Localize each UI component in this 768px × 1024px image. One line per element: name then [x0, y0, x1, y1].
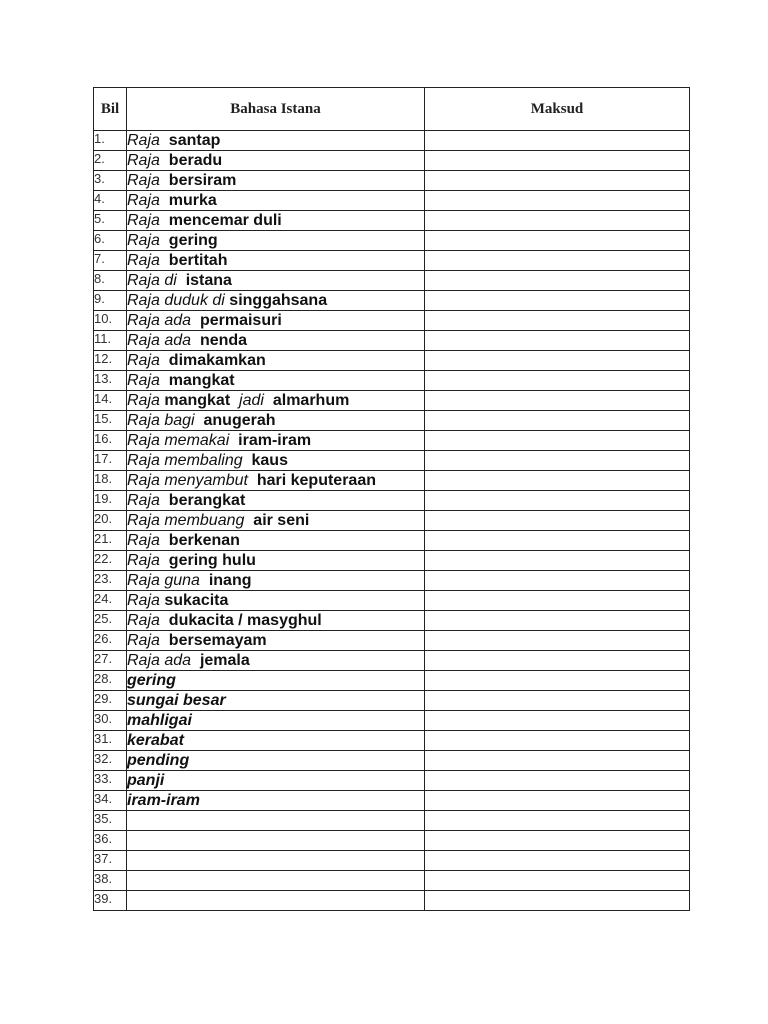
phrase-italic-part: Raja membaling [127, 452, 248, 469]
row-number: 27. [94, 651, 127, 671]
phrase-bold-part: panji [127, 772, 165, 789]
bahasa-istana-cell [127, 751, 425, 771]
phrase-bold-part: berangkat [164, 492, 246, 509]
row-number: 30. [94, 711, 127, 731]
phrase-bold-part: mangkat [164, 372, 235, 389]
maksud-answer-cell[interactable] [425, 411, 690, 431]
table-row [94, 691, 690, 711]
table-row [94, 731, 690, 751]
bahasa-istana-cell [127, 651, 425, 671]
bahasa-istana-cell [127, 671, 425, 691]
table-row [94, 171, 690, 191]
row-number: 29. [94, 691, 127, 711]
maksud-answer-cell[interactable] [425, 831, 690, 851]
table-row [94, 491, 690, 511]
phrase-italic-part: Raja [127, 632, 165, 649]
bahasa-istana-cell [127, 271, 425, 291]
phrase-bold-part: hari keputeraan [252, 472, 376, 489]
maksud-answer-cell[interactable] [425, 871, 690, 891]
maksud-answer-cell[interactable] [425, 671, 690, 691]
maksud-answer-cell[interactable] [425, 731, 690, 751]
maksud-answer-cell[interactable] [425, 691, 690, 711]
table-row [94, 891, 690, 911]
table-row [94, 211, 690, 231]
maksud-answer-cell[interactable] [425, 631, 690, 651]
phrase-italic-part: Raja [127, 372, 165, 389]
phrase-bold-part: santap [164, 132, 221, 149]
bahasa-istana-cell [127, 291, 425, 311]
phrase-bold-part: kerabat [127, 732, 184, 749]
table-row [94, 631, 690, 651]
row-number: 6. [94, 231, 127, 251]
maksud-answer-cell[interactable] [425, 251, 690, 271]
maksud-answer-cell[interactable] [425, 511, 690, 531]
phrase-bold-part: dimakamkan [164, 352, 266, 369]
bahasa-istana-cell [127, 311, 425, 331]
row-number: 21. [94, 531, 127, 551]
phrase-italic-part: Raja memakai [127, 432, 234, 449]
maksud-answer-cell[interactable] [425, 751, 690, 771]
table-row [94, 371, 690, 391]
bahasa-istana-cell [127, 771, 425, 791]
phrase-bold-part: berkenan [164, 532, 240, 549]
header-row [94, 88, 690, 131]
maksud-answer-cell[interactable] [425, 151, 690, 171]
maksud-answer-cell[interactable] [425, 451, 690, 471]
row-number: 2. [94, 151, 127, 171]
phrase-bold-part: sungai besar [127, 692, 226, 709]
maksud-answer-cell[interactable] [425, 191, 690, 211]
table-row [94, 231, 690, 251]
maksud-answer-cell[interactable] [425, 271, 690, 291]
maksud-answer-cell[interactable] [425, 551, 690, 571]
phrase-italic-part: Raja [127, 552, 165, 569]
bahasa-istana-cell [127, 391, 425, 411]
bahasa-istana-cell [127, 351, 425, 371]
phrase-italic-part: Raja [127, 532, 165, 549]
bahasa-istana-cell [127, 531, 425, 551]
maksud-answer-cell[interactable] [425, 471, 690, 491]
row-number: 38. [94, 871, 127, 891]
phrase-italic-part: Raja membuang [127, 512, 249, 529]
bahasa-istana-cell [127, 871, 425, 891]
table-row [94, 651, 690, 671]
row-number: 22. [94, 551, 127, 571]
bahasa-istana-cell [127, 791, 425, 811]
table-row [94, 431, 690, 451]
bahasa-istana-cell [127, 191, 425, 211]
phrase-italic-part: Raja [127, 192, 165, 209]
row-number: 12. [94, 351, 127, 371]
row-number: 10. [94, 311, 127, 331]
phrase-italic-part: Raja [127, 392, 165, 409]
bahasa-istana-cell [127, 211, 425, 231]
row-number: 39. [94, 891, 127, 911]
bahasa-istana-cell [127, 851, 425, 871]
phrase-bold-part: mahligai [127, 712, 192, 729]
bahasa-istana-cell [127, 451, 425, 471]
maksud-answer-cell[interactable] [425, 571, 690, 591]
table-row [94, 551, 690, 571]
phrase-italic-part: Raja [127, 172, 165, 189]
table-row [94, 611, 690, 631]
table-row [94, 331, 690, 351]
phrase-bold-part: mangkat [164, 392, 235, 409]
table-row [94, 191, 690, 211]
phrase-bold-part: bersemayam [164, 632, 267, 649]
maksud-answer-cell[interactable] [425, 291, 690, 311]
maksud-answer-cell[interactable] [425, 891, 690, 911]
bahasa-istana-cell [127, 891, 425, 911]
bahasa-istana-cell [127, 231, 425, 251]
phrase-bold-part: gering [127, 672, 176, 689]
row-number: 26. [94, 631, 127, 651]
maksud-answer-cell[interactable] [425, 211, 690, 231]
table-row [94, 311, 690, 331]
maksud-answer-cell[interactable] [425, 611, 690, 631]
table-row [94, 871, 690, 891]
row-number: 17. [94, 451, 127, 471]
header-bahasa-istana: Bahasa Istana [127, 88, 425, 131]
bahasa-istana-cell [127, 411, 425, 431]
row-number: 14. [94, 391, 127, 411]
bahasa-istana-cell [127, 611, 425, 631]
table-row [94, 451, 690, 471]
maksud-answer-cell[interactable] [425, 171, 690, 191]
phrase-bold-part: dukacita / masyghul [164, 612, 322, 629]
row-number: 13. [94, 371, 127, 391]
row-number: 24. [94, 591, 127, 611]
table-row [94, 791, 690, 811]
bahasa-istana-cell [127, 251, 425, 271]
table-header [94, 88, 690, 131]
table-row [94, 511, 690, 531]
bahasa-istana-cell [127, 511, 425, 531]
maksud-answer-cell[interactable] [425, 591, 690, 611]
row-number: 16. [94, 431, 127, 451]
maksud-answer-cell[interactable] [425, 131, 690, 151]
row-number: 8. [94, 271, 127, 291]
table-row [94, 151, 690, 171]
maksud-answer-cell[interactable] [425, 711, 690, 731]
phrase-bold-part: murka [164, 192, 217, 209]
phrase-italic-part: Raja [127, 132, 165, 149]
row-number: 1. [94, 131, 127, 151]
table-row [94, 251, 690, 271]
phrase-italic-part: Raja [127, 232, 165, 249]
phrase-italic-part: Raja menyambut [127, 472, 253, 489]
phrase-bold-part: beradu [164, 152, 223, 169]
phrase-bold-part: nenda [195, 332, 248, 349]
table-body [94, 131, 690, 911]
table-row [94, 351, 690, 371]
phrase-bold-part: gering hulu [164, 552, 256, 569]
table-row [94, 571, 690, 591]
phrase-bold-part: sukacita [164, 592, 229, 609]
row-number: 3. [94, 171, 127, 191]
phrase-bold-part: bersiram [164, 172, 237, 189]
phrase-bold-part: mencemar duli [164, 212, 282, 229]
table-row [94, 131, 690, 151]
row-number: 34. [94, 791, 127, 811]
phrase-bold-part: bertitah [164, 252, 228, 269]
bahasa-istana-cell [127, 811, 425, 831]
bahasa-istana-cell [127, 631, 425, 651]
bahasa-istana-cell [127, 711, 425, 731]
maksud-answer-cell[interactable] [425, 391, 690, 411]
maksud-answer-cell[interactable] [425, 371, 690, 391]
bahasa-istana-cell [127, 151, 425, 171]
maksud-answer-cell[interactable] [425, 771, 690, 791]
bahasa-istana-cell [127, 491, 425, 511]
phrase-italic-part: Raja bagi [127, 412, 200, 429]
row-number: 23. [94, 571, 127, 591]
phrase-italic-part: Raja [127, 592, 165, 609]
row-number: 36. [94, 831, 127, 851]
phrase-bold-part: air seni [248, 512, 310, 529]
maksud-answer-cell[interactable] [425, 231, 690, 251]
table-row [94, 411, 690, 431]
row-number: 11. [94, 331, 127, 351]
table-row [94, 711, 690, 731]
table-row [94, 831, 690, 851]
bahasa-istana-cell [127, 691, 425, 711]
table-row [94, 391, 690, 411]
table-row [94, 591, 690, 611]
maksud-answer-cell[interactable] [425, 811, 690, 831]
maksud-answer-cell[interactable] [425, 851, 690, 871]
bahasa-istana-cell [127, 131, 425, 151]
bahasa-istana-cell [127, 171, 425, 191]
table-row [94, 671, 690, 691]
bahasa-istana-cell [127, 571, 425, 591]
phrase-bold-part: iram-iram [127, 792, 200, 809]
maksud-answer-cell[interactable] [425, 791, 690, 811]
bahasa-istana-cell [127, 551, 425, 571]
table-row [94, 751, 690, 771]
phrase-italic-part: Raja [127, 212, 165, 229]
phrase-italic-part: Raja [127, 352, 165, 369]
bahasa-istana-cell [127, 331, 425, 351]
phrase-italic-part: Raja ada [127, 652, 196, 669]
bahasa-istana-cell [127, 831, 425, 851]
bahasa-istana-cell [127, 371, 425, 391]
phrase-italic-part: Raja di [127, 272, 182, 289]
row-number: 20. [94, 511, 127, 531]
row-number: 28. [94, 671, 127, 691]
vocabulary-table [93, 87, 690, 911]
maksud-answer-cell[interactable] [425, 491, 690, 511]
row-number: 37. [94, 851, 127, 871]
phrase-bold-part: gering [164, 232, 218, 249]
phrase-italic-part: Raja ada [127, 312, 196, 329]
phrase-italic-part: Raja [127, 252, 165, 269]
phrase-bold-part: kaus [247, 452, 288, 469]
row-number: 18. [94, 471, 127, 491]
phrase-italic-part: Raja ada [127, 332, 196, 349]
phrase-bold-part: iram-iram [233, 432, 312, 449]
table-row [94, 811, 690, 831]
row-number: 25. [94, 611, 127, 631]
maksud-answer-cell[interactable] [425, 351, 690, 371]
row-number: 9. [94, 291, 127, 311]
row-number: 5. [94, 211, 127, 231]
bahasa-istana-cell [127, 471, 425, 491]
row-number: 31. [94, 731, 127, 751]
row-number: 32. [94, 751, 127, 771]
table-row [94, 271, 690, 291]
bahasa-istana-cell [127, 591, 425, 611]
phrase-italic-part: Raja [127, 492, 165, 509]
row-number: 7. [94, 251, 127, 271]
maksud-answer-cell[interactable] [425, 431, 690, 451]
table-row [94, 291, 690, 311]
table-row [94, 471, 690, 491]
row-number: 19. [94, 491, 127, 511]
phrase-italic-part: jadi [234, 392, 269, 409]
bahasa-istana-cell [127, 431, 425, 451]
maksud-answer-cell[interactable] [425, 311, 690, 331]
header-bil: Bil [94, 88, 127, 131]
row-number: 33. [94, 771, 127, 791]
phrase-italic-part: Raja duduk di [127, 292, 230, 309]
phrase-bold-part: almarhum [268, 392, 350, 409]
maksud-answer-cell[interactable] [425, 531, 690, 551]
table-row [94, 851, 690, 871]
phrase-italic-part: Raja guna [127, 572, 205, 589]
phrase-bold-part: singgahsana [229, 292, 328, 309]
phrase-bold-part: istana [181, 272, 232, 289]
phrase-bold-part: permaisuri [195, 312, 282, 329]
phrase-bold-part: inang [204, 572, 252, 589]
row-number: 35. [94, 811, 127, 831]
phrase-bold-part: jemala [195, 652, 250, 669]
bahasa-istana-cell [127, 731, 425, 751]
phrase-italic-part: Raja [127, 612, 165, 629]
phrase-bold-part: pending [127, 752, 190, 769]
maksud-answer-cell[interactable] [425, 331, 690, 351]
maksud-answer-cell[interactable] [425, 651, 690, 671]
table-row [94, 531, 690, 551]
table-row [94, 771, 690, 791]
header-maksud: Maksud [425, 88, 690, 131]
phrase-bold-part: anugerah [199, 412, 276, 429]
row-number: 15. [94, 411, 127, 431]
row-number: 4. [94, 191, 127, 211]
phrase-italic-part: Raja [127, 152, 165, 169]
